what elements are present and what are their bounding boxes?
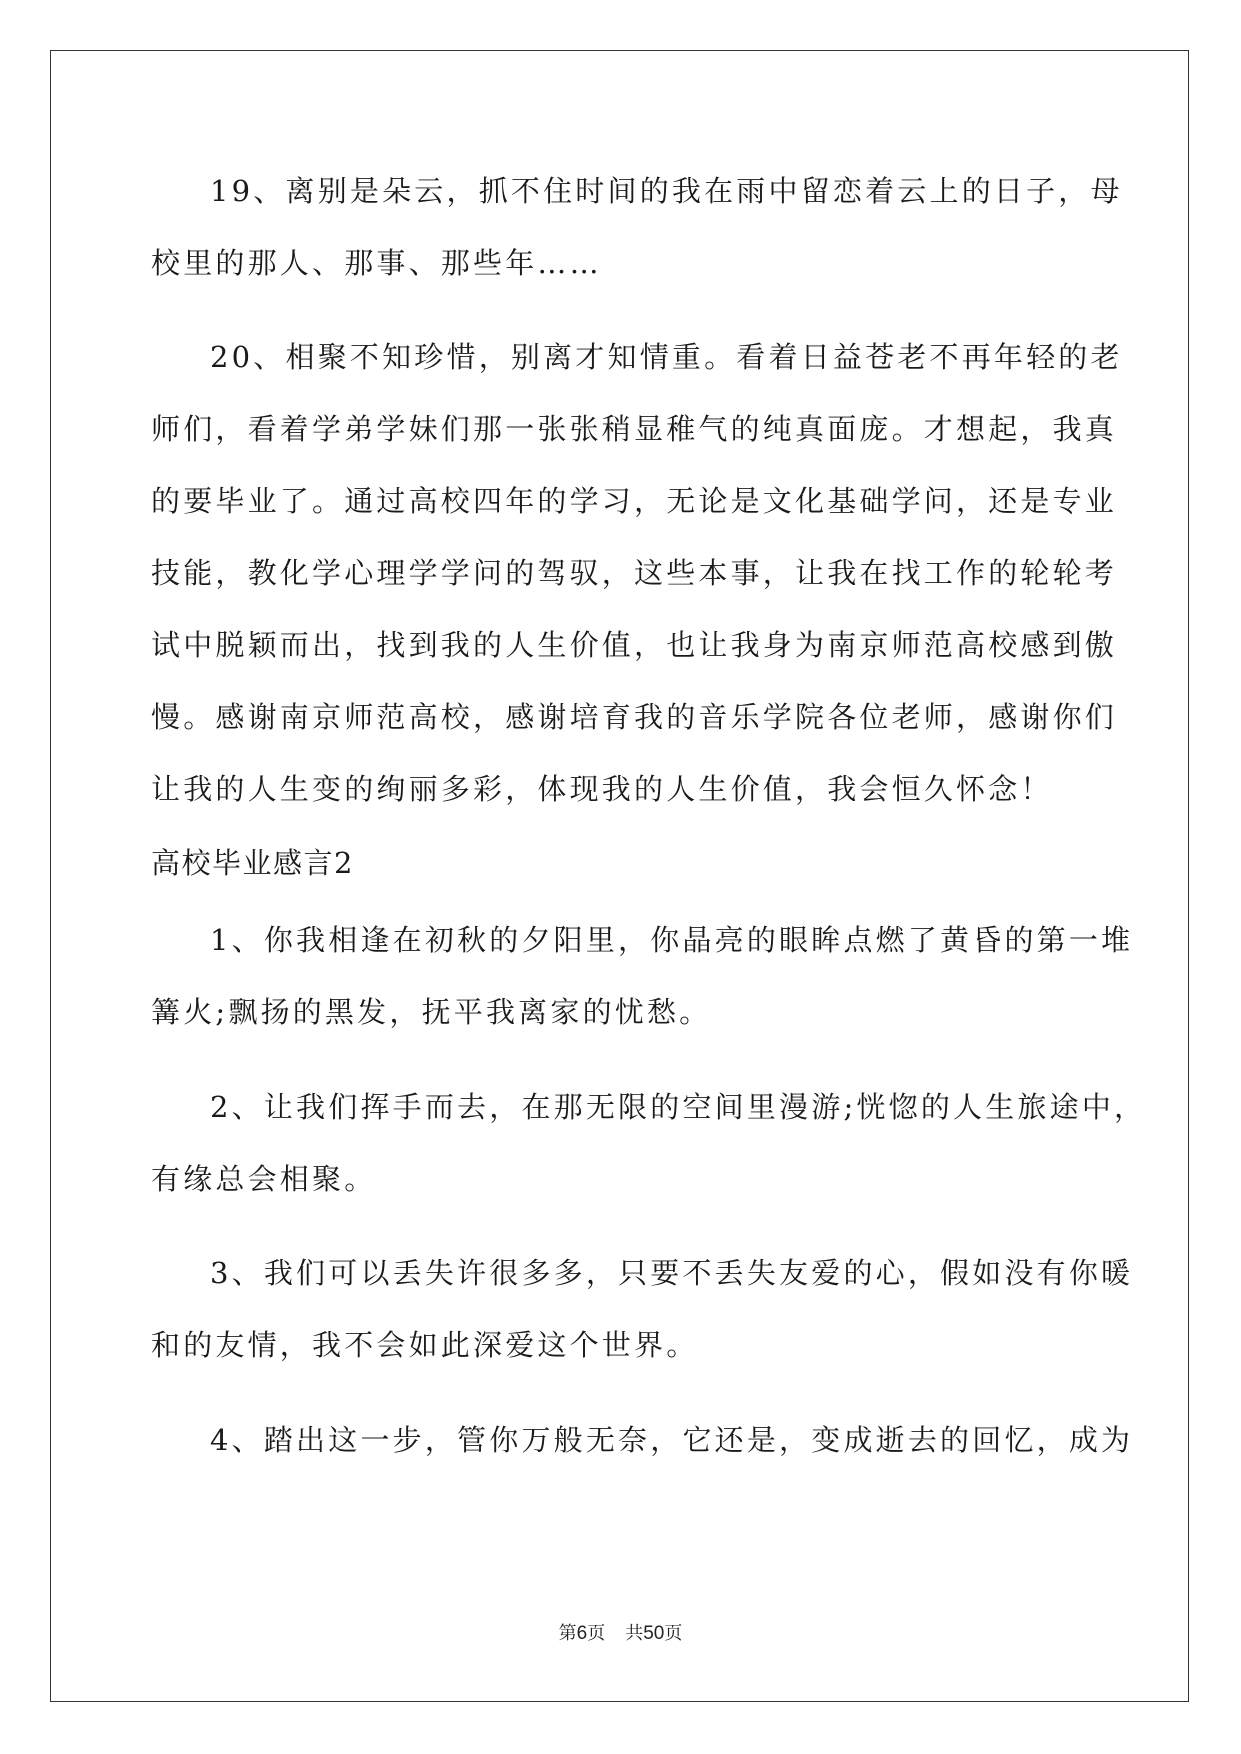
paragraph-20-line-6: 慢。感谢南京师范高校，感谢培育我的音乐学院各位老师，感谢你们 — [151, 700, 1118, 734]
paragraph-20-line-2: 师们，看着学弟学妹们那一张张稍显稚气的纯真面庞。才想起，我真 — [151, 412, 1118, 446]
item-2-line-2: 有缘总会相聚。 — [151, 1162, 377, 1196]
paragraph-20-line-7: 让我的人生变的绚丽多彩，体现我的人生价值，我会恒久怀念！ — [151, 772, 1053, 806]
page-number: 6 — [576, 1623, 588, 1644]
paragraph-20-line-5: 试中脱颖而出，找到我的人生价值，也让我身为南京师范高校感到傲 — [151, 628, 1118, 662]
section-heading: 高校毕业感言2 — [151, 846, 354, 880]
total-suffix: 页 — [664, 1623, 683, 1644]
page-prefix: 第 — [558, 1623, 577, 1644]
item-1-line-2: 篝火;飘扬的黑发，抚平我离家的忧愁。 — [151, 995, 712, 1029]
item-2-line-1: 2、让我们挥手而去，在那无限的空间里漫游;恍惚的人生旅途中， — [210, 1090, 1147, 1124]
total-pages: 50 — [643, 1623, 665, 1644]
page-footer — [0, 1622, 1241, 1646]
paragraph-20-line-1: 20、相聚不知珍惜，别离才知情重。看着日益苍老不再年轻的老 — [210, 340, 1123, 374]
item-1-line-1: 1、你我相逢在初秋的夕阳里，你晶亮的眼眸点燃了黄昏的第一堆 — [210, 923, 1134, 957]
item-3-line-2: 和的友情，我不会如此深爱这个世界。 — [151, 1328, 699, 1362]
paragraph-19-line-1: 19、离别是朵云，抓不住时间的我在雨中留恋着云上的日子，母 — [210, 174, 1123, 208]
total-prefix: 共 — [625, 1623, 644, 1644]
item-4-line-1: 4、踏出这一步，管你万般无奈，它还是，变成逝去的回忆，成为 — [210, 1423, 1134, 1457]
paragraph-20-line-3: 的要毕业了。通过高校四年的学习，无论是文化基础学问，还是专业 — [151, 484, 1118, 518]
page-suffix: 页 — [587, 1623, 606, 1644]
paragraph-20-line-4: 技能，教化学心理学学问的驾驭，这些本事，让我在找工作的轮轮考 — [151, 556, 1118, 590]
paragraph-19-line-2: 校里的那人、那事、那些年…… — [151, 246, 602, 280]
item-3-line-1: 3、我们可以丢失许很多多，只要不丢失友爱的心，假如没有你暖 — [210, 1256, 1134, 1290]
